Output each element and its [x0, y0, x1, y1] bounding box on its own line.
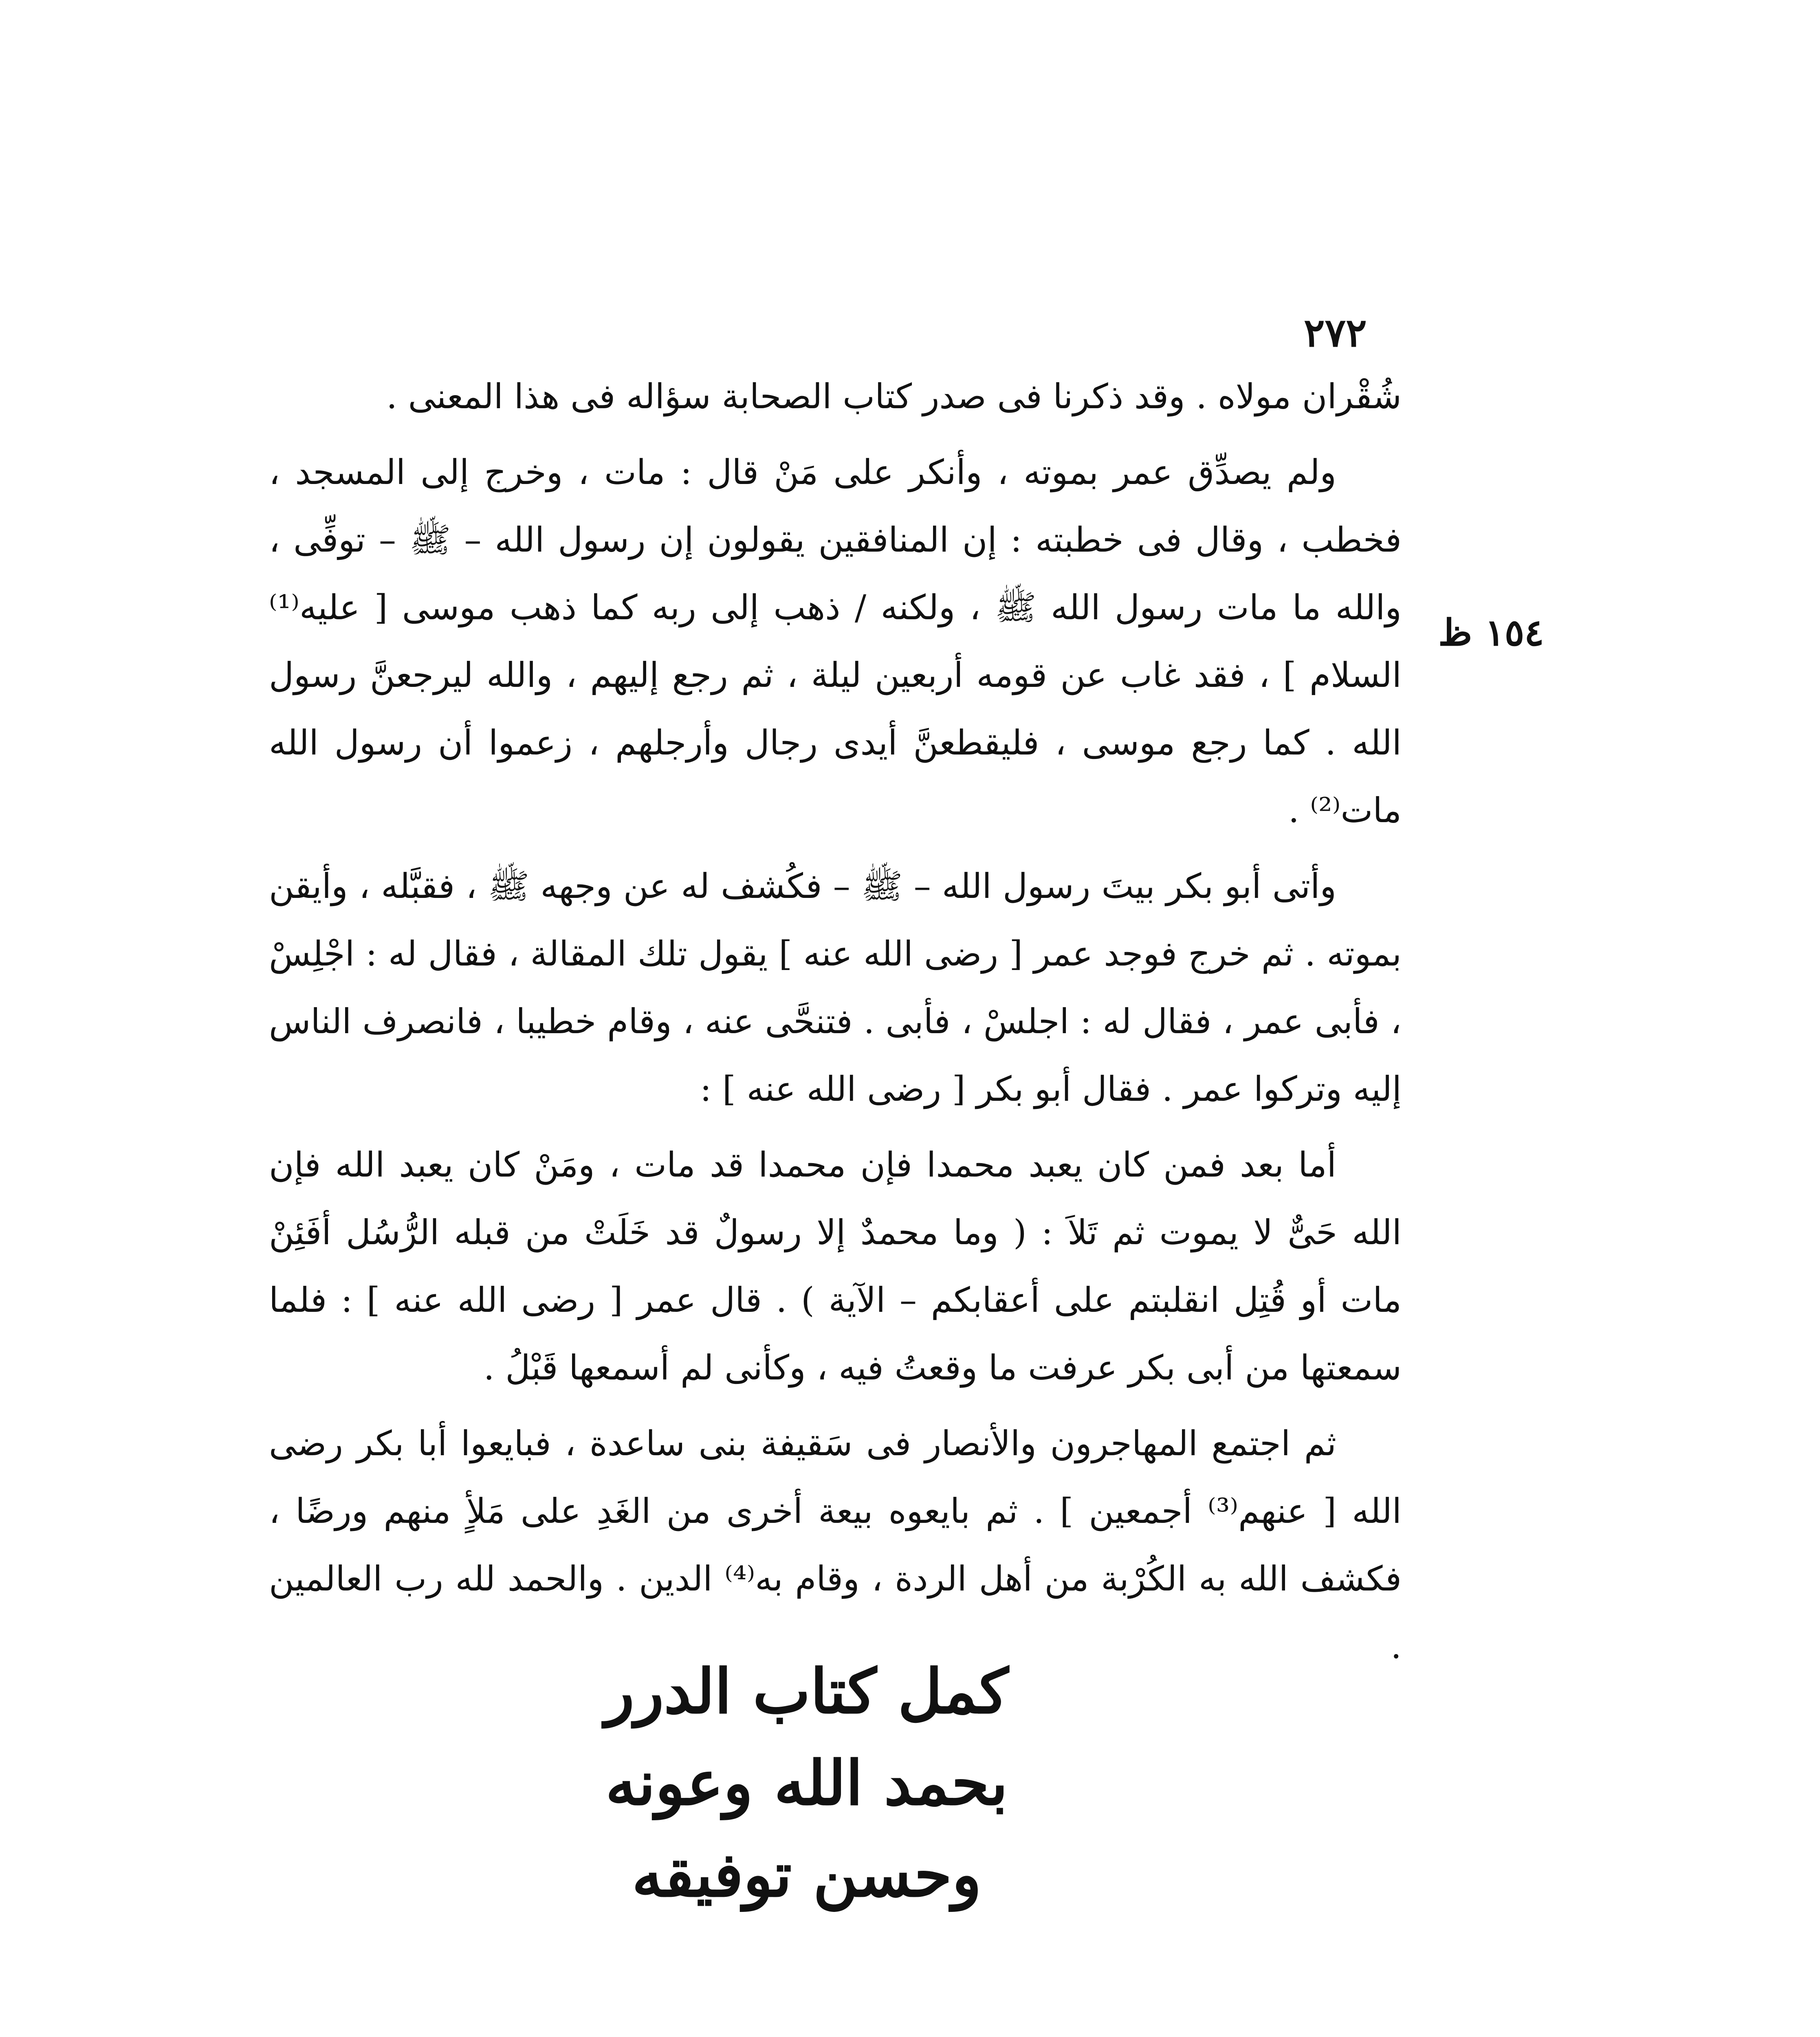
paragraph: شُقْران مولاه . وقد ذكرنا فى صدر كتاب الصحابة سؤاله فى هذا المعنى . [386, 376, 1402, 416]
colophon-line: بحمد الله وعونه [605, 1747, 1008, 1819]
paragraph: ثم اجتمع المهاجرون والأنصار فى سَقيفة بنى ساعدة ، فبايعوا أبا بكر رضى الله [ عنهم⁽³⁾ أجمعين ] . ثم بايعوه بيعة أخرى من الغَدِ على مَلأٍ منهم ورضًا ، فكشف الله به الكُرْبة من أهل الردة ، وقام به⁽⁴⁾ الدين . والحمد لله رب العالمين . [269, 1423, 1402, 1666]
paragraph: ولم يصدِّق عمر بموته ، وأنكر على مَنْ قال : مات ، وخرج إلى المسجد ، فخطب ، وقال فى خطبته : إن المنافقين يقولون إن رسول الله – ﷺ – توفِّى ، والله ما مات رسول الله ﷺ ، ولكنه / ذهب إلى ربه كما ذهب موسى [ عليه⁽¹⁾ السلام ] ، فقد غاب عن قومه أربعين ليلة ، ثم رجع إليهم ، والله ليرجعنَّ رسول الله . كما رجع موسى ، فليقطعنَّ أيدى رجال وأرجلهم ، زعموا أن رسول الله مات⁽²⁾ . [269, 452, 1402, 830]
margin-folio-reference: ١٥٤ ظ [1438, 611, 1544, 654]
colophon [489, 1646, 1125, 1921]
colophon-line: كمل كتاب الدرر [605, 1656, 1009, 1727]
paragraph: وأتى أبو بكر بيتَ رسول الله – ﷺ – فكُشف له عن وجهه ﷺ ، فقبَّله ، وأيقن بموته . ثم خرج فوجد عمر [ رضى الله عنه ] يقول تلك المقالة ، فقال له : اجْلِسْ ، فأبى عمر ، فقال له : اجلسْ ، فأبى . فتنحَّى عنه ، وقام خطيبا ، فانصرف الناس إليه وتركوا عمر . فقال أبو بكر [ رضى الله عنه ] : [269, 866, 1402, 1109]
main-text [269, 363, 1402, 1688]
colophon-line: وحسن توفيقه [632, 1839, 982, 1911]
paragraph: أما بعد فمن كان يعبد محمدا فإن محمدا قد مات ، ومَنْ كان يعبد الله فإن الله حَىٌّ لا يموت ثم تَلاَ : ( وما محمدٌ إلا رسولٌ قد خَلَتْ من قبله الرُّسُل أفَئِنْ مات أو قُتِل انقلبتم على أعقابكم – الآية ) . قال عمر [ رضى الله عنه ] : فلما سمعتها من أبى بكر عرفت ما وقعتُ فيه ، وكأنى لم أسمعها قَبْلُ . [269, 1145, 1402, 1388]
page-number: ٢٧٢ [1304, 310, 1367, 356]
